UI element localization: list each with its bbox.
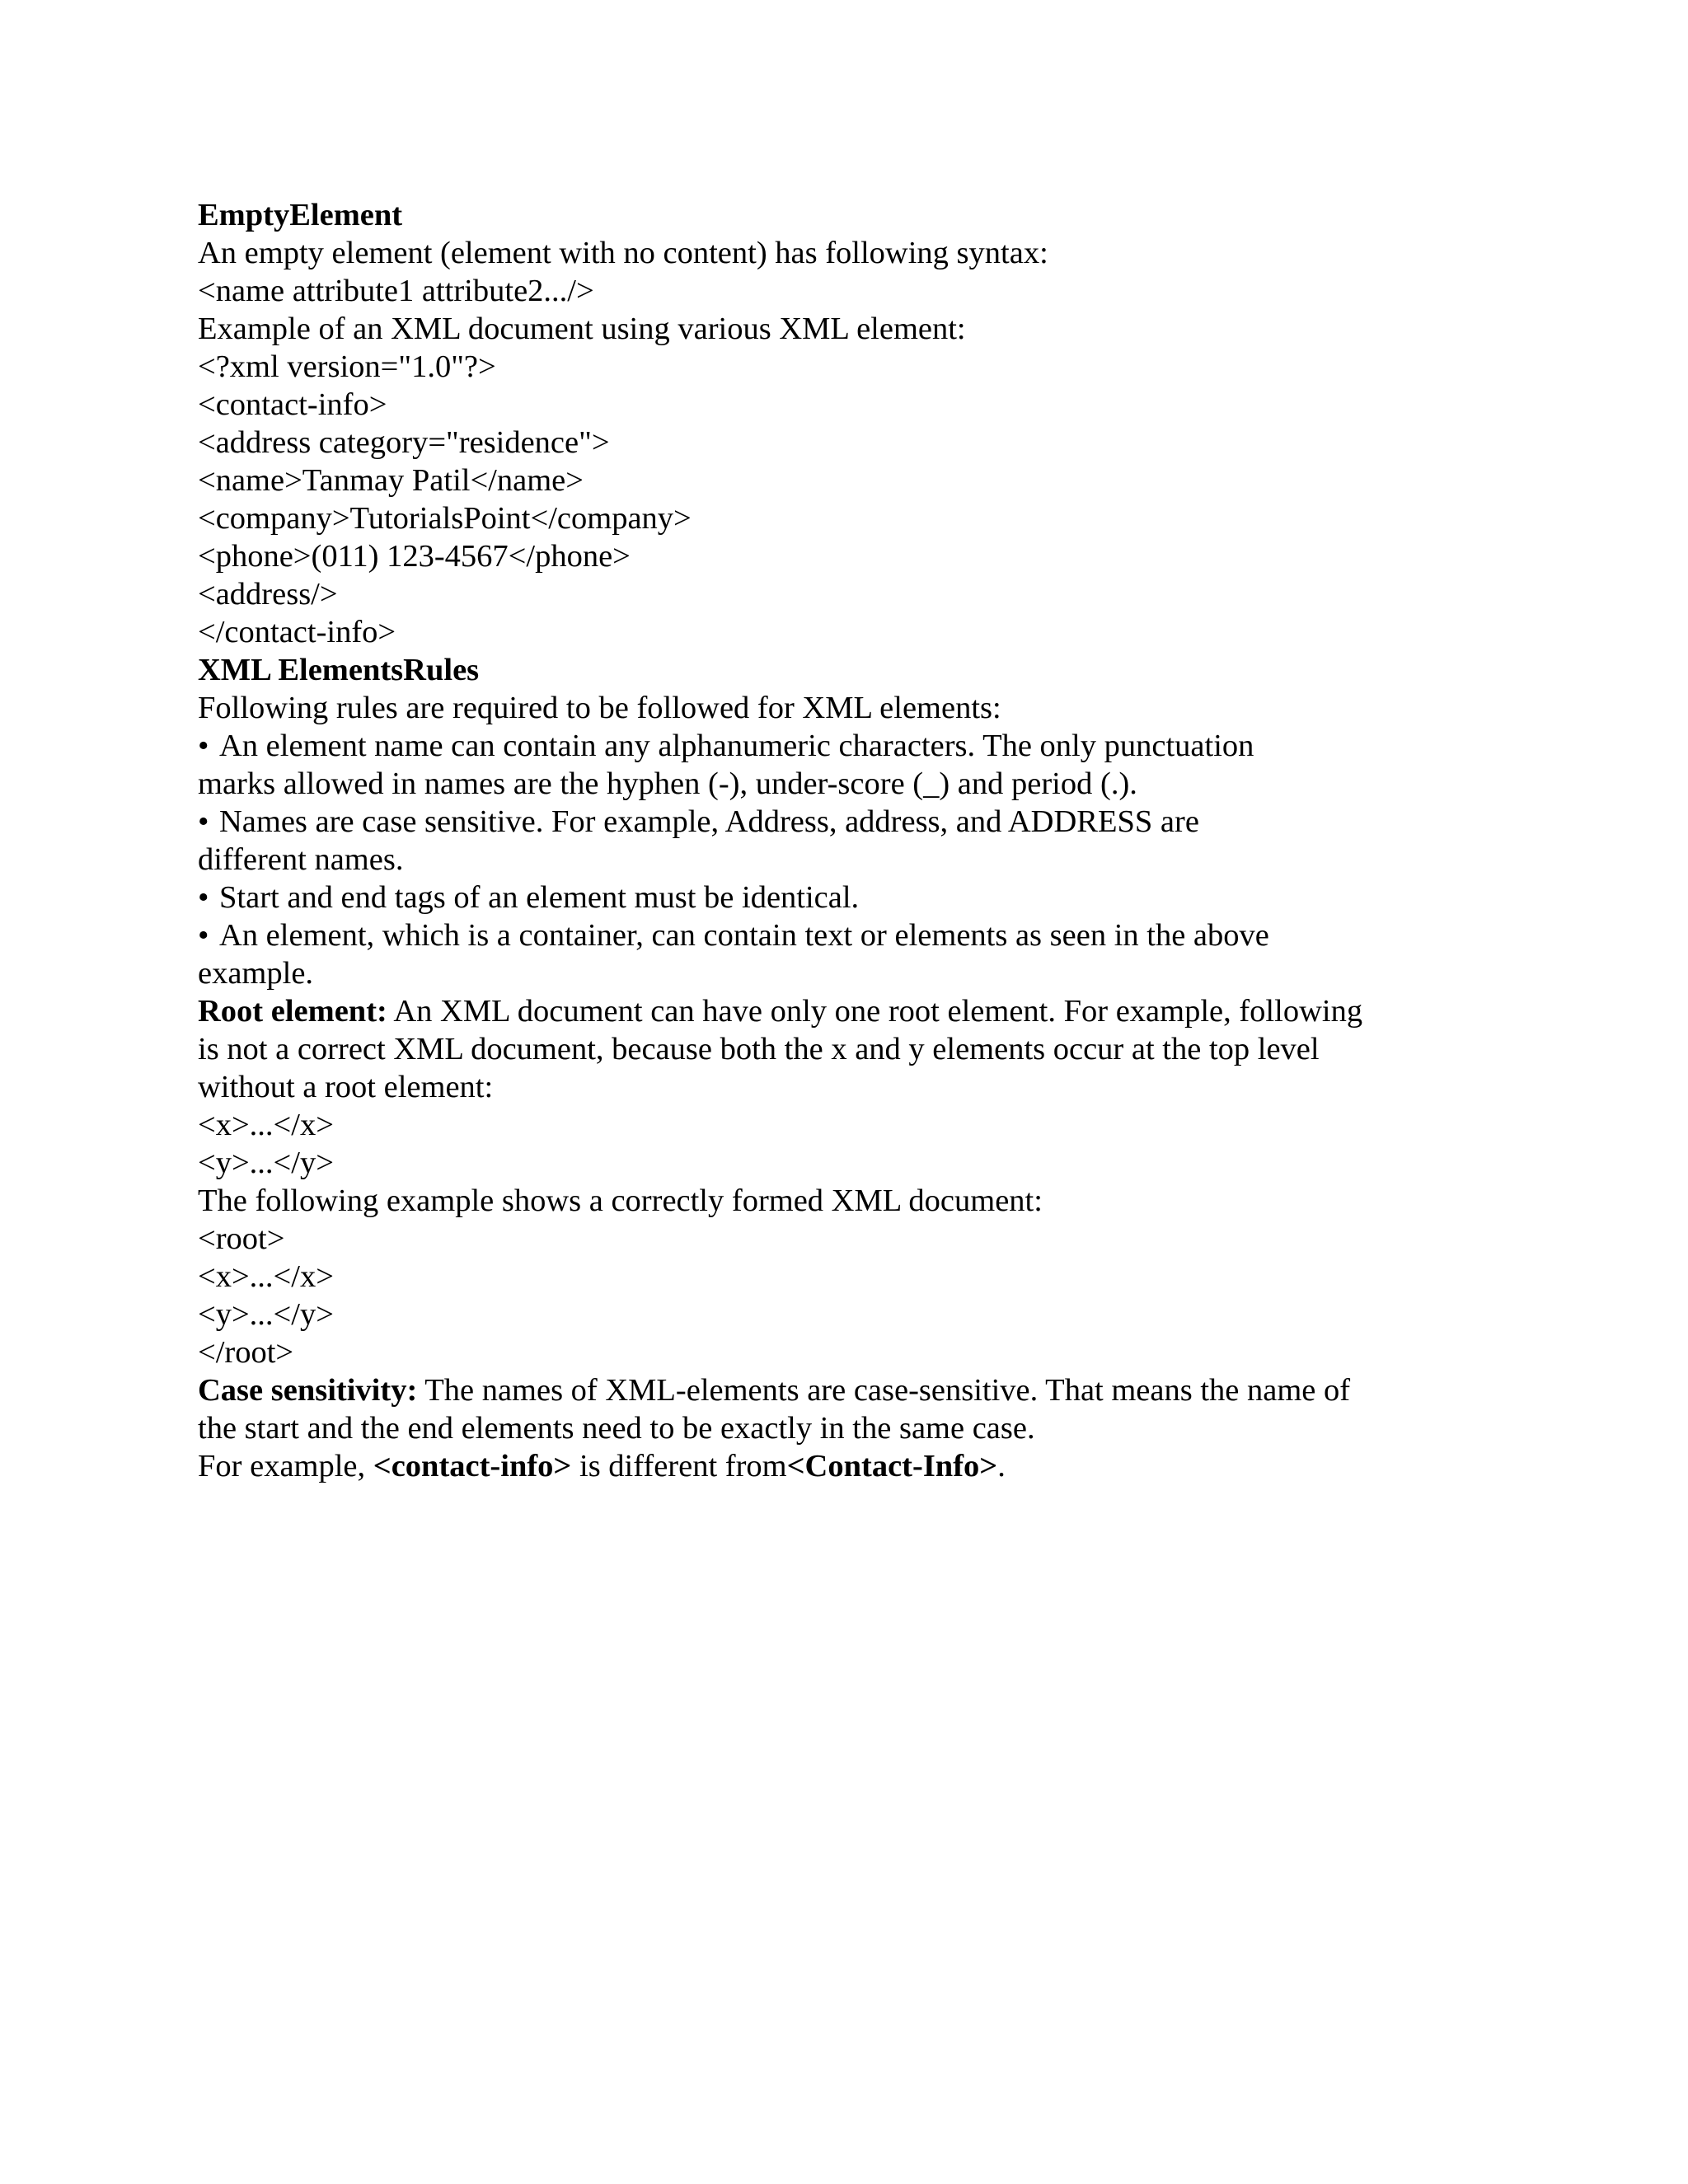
code-line: <y>...</y> xyxy=(198,1297,334,1332)
case-example-tag-lower: <contact-info> xyxy=(373,1449,572,1483)
code-line: <y>...</y> xyxy=(198,1146,334,1180)
document-page xyxy=(198,196,1484,1485)
bullet-icon: • xyxy=(198,729,209,763)
rule-text: Names are case sensitive. For example, Address, address, and ADDRESS are xyxy=(219,804,1199,839)
bullet-icon: • xyxy=(198,804,209,839)
code-line: <contact-info> xyxy=(198,387,387,422)
code-line: <company>TutorialsPoint</company> xyxy=(198,501,692,536)
rule-text: Start and end tags of an element must be identical. xyxy=(219,880,860,915)
code-line: </contact-info> xyxy=(198,615,396,649)
rule-item xyxy=(198,803,1484,841)
code-line: </root> xyxy=(198,1335,294,1370)
rules-heading: XML ElementsRules xyxy=(198,653,480,687)
rule-text: An element name can contain any alphanumeric characters. The only punctuation xyxy=(219,729,1254,763)
case-sensitivity-label: Case sensitivity: xyxy=(198,1373,418,1408)
code-line: <x>...</x> xyxy=(198,1259,334,1294)
root-element-label: Root element: xyxy=(198,994,387,1029)
code-line: <?xml version="1.0"?> xyxy=(198,349,496,384)
rule-item xyxy=(198,879,1484,916)
rule-text: An element, which is a container, can contain text or elements as seen in the above xyxy=(219,918,1269,953)
root-element-paragraph xyxy=(198,992,1484,1030)
case-example xyxy=(198,1447,1484,1485)
case-example-prefix: For example, xyxy=(198,1449,373,1483)
case-sensitivity-text: the start and the end elements need to be exactly in the same case. xyxy=(198,1411,1035,1446)
rule-continuation: different names. xyxy=(198,842,404,877)
empty-element-syntax: <name attribute1 attribute2.../> xyxy=(198,274,594,308)
empty-element-description: An empty element (element with no content) has following syntax: xyxy=(198,236,1048,270)
root-element-text: An XML document can have only one root element. For example, following xyxy=(387,994,1363,1029)
code-line: <name>Tanmay Patil</name> xyxy=(198,463,584,498)
empty-element-heading: EmptyElement xyxy=(198,198,403,232)
correct-example-intro: The following example shows a correctly formed XML document: xyxy=(198,1183,1043,1218)
rule-continuation: example. xyxy=(198,956,314,991)
case-example-middle: is different from xyxy=(571,1449,787,1483)
case-sensitivity-text: The names of XML-elements are case-sensitive. That means the name of xyxy=(417,1373,1351,1408)
code-line: <root> xyxy=(198,1221,285,1256)
rules-intro: Following rules are required to be followed for XML elements: xyxy=(198,691,1001,725)
code-line: <address/> xyxy=(198,577,338,612)
rule-item xyxy=(198,916,1484,954)
case-sensitivity-paragraph xyxy=(198,1371,1484,1409)
case-example-end: . xyxy=(997,1449,1006,1483)
code-line: <phone>(011) 123-4567</phone> xyxy=(198,539,631,574)
bullet-icon: • xyxy=(198,918,209,953)
root-element-text: without a root element: xyxy=(198,1070,494,1104)
root-element-text: is not a correct XML document, because both the x and y elements occur at the top level xyxy=(198,1032,1320,1066)
case-example-tag-upper: <Contact-Info> xyxy=(786,1449,998,1483)
example-intro: Example of an XML document using various XML element: xyxy=(198,312,966,346)
code-line: <x>...</x> xyxy=(198,1108,334,1142)
rule-item xyxy=(198,727,1484,765)
bullet-icon: • xyxy=(198,880,209,915)
rule-continuation: marks allowed in names are the hyphen (-), under-score (_) and period (.). xyxy=(198,766,1137,801)
code-line: <address category="residence"> xyxy=(198,425,610,460)
